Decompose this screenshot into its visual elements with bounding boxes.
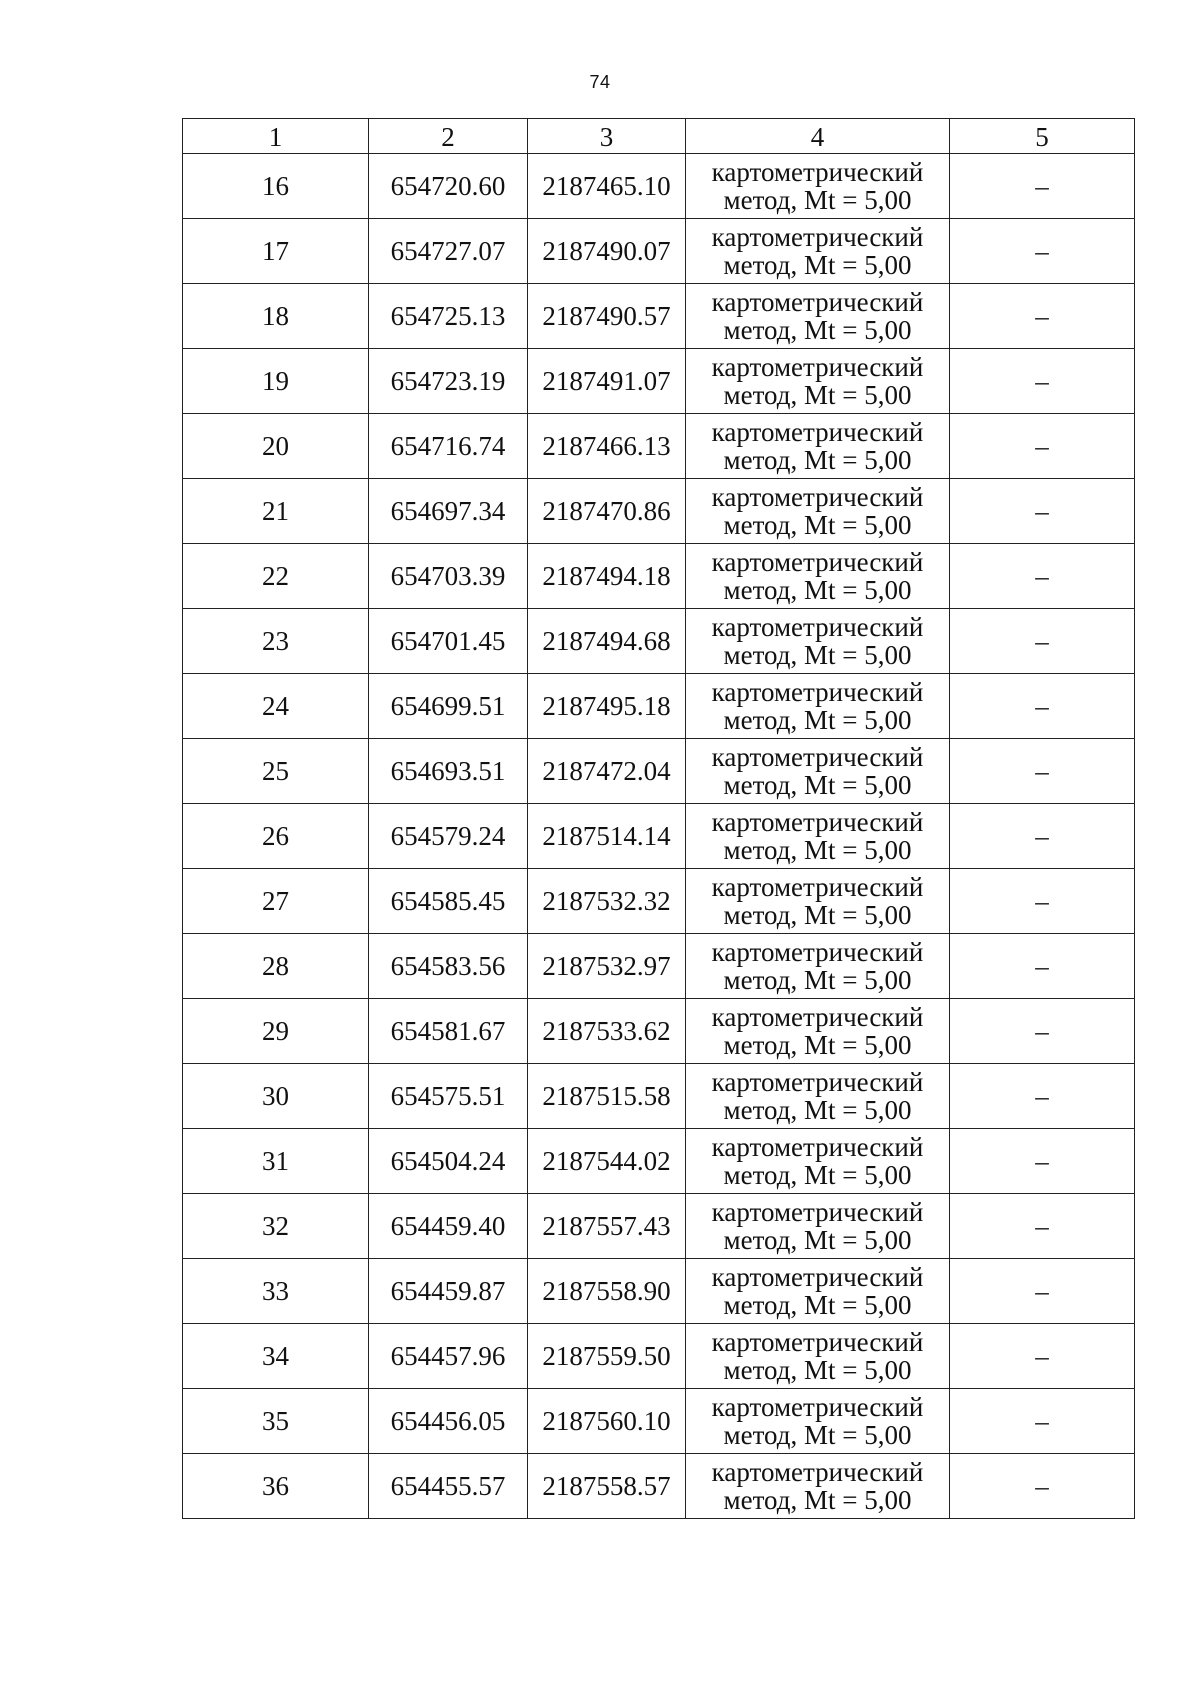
table-row <box>183 414 1135 479</box>
method-cell <box>686 739 950 804</box>
note-cell: – <box>950 219 1135 284</box>
method-line-2: метод, Mt = 5,00 <box>723 1290 912 1320</box>
table-header <box>183 119 1135 154</box>
method-line-2: метод, Mt = 5,00 <box>723 770 912 800</box>
point-number-cell: 18 <box>183 284 369 349</box>
method-line-1: картометрический <box>711 1066 924 1097</box>
table-row <box>183 804 1135 869</box>
y-coordinate-cell: 2187558.90 <box>528 1259 686 1324</box>
point-number-cell: 19 <box>183 349 369 414</box>
y-coordinate-cell: 2187532.97 <box>528 934 686 999</box>
x-coordinate-cell: 654699.51 <box>369 674 528 739</box>
y-coordinate-cell: 2187490.57 <box>528 284 686 349</box>
note-cell: – <box>950 739 1135 804</box>
method-cell <box>686 1259 950 1324</box>
table-row <box>183 1064 1135 1129</box>
y-coordinate-cell: 2187559.50 <box>528 1324 686 1389</box>
y-coordinate-cell: 2187491.07 <box>528 349 686 414</box>
y-coordinate-cell: 2187557.43 <box>528 1194 686 1259</box>
method-cell <box>686 804 950 869</box>
method-line-2: метод, Mt = 5,00 <box>723 185 912 215</box>
x-coordinate-cell: 654579.24 <box>369 804 528 869</box>
header-row <box>183 119 1135 154</box>
method-cell <box>686 869 950 934</box>
y-coordinate-cell: 2187515.58 <box>528 1064 686 1129</box>
method-line-1: картометрический <box>711 1326 924 1357</box>
table-row <box>183 869 1135 934</box>
x-coordinate-cell: 654456.05 <box>369 1389 528 1454</box>
method-line-2: метод, Mt = 5,00 <box>723 835 912 865</box>
point-number-cell: 27 <box>183 869 369 934</box>
method-cell <box>686 154 950 219</box>
method-line-1: картометрический <box>711 286 924 317</box>
method-line-2: метод, Mt = 5,00 <box>723 1225 912 1255</box>
table-row <box>183 1194 1135 1259</box>
note-cell: – <box>950 1259 1135 1324</box>
y-coordinate-cell: 2187514.14 <box>528 804 686 869</box>
note-cell: – <box>950 934 1135 999</box>
method-line-1: картометрический <box>711 546 924 577</box>
point-number-cell: 31 <box>183 1129 369 1194</box>
method-line-1: картометрический <box>711 1131 924 1162</box>
y-coordinate-cell: 2187560.10 <box>528 1389 686 1454</box>
x-coordinate-cell: 654693.51 <box>369 739 528 804</box>
page-number: 74 <box>589 72 611 92</box>
note-cell: – <box>950 349 1135 414</box>
note-cell: – <box>950 1324 1135 1389</box>
method-cell <box>686 934 950 999</box>
point-number-cell: 30 <box>183 1064 369 1129</box>
y-coordinate-cell: 2187472.04 <box>528 739 686 804</box>
method-cell <box>686 1324 950 1389</box>
header-col-2: 2 <box>369 119 528 154</box>
note-cell: – <box>950 609 1135 674</box>
table-row <box>183 1454 1135 1519</box>
x-coordinate-cell: 654723.19 <box>369 349 528 414</box>
method-line-1: картометрический <box>711 156 924 187</box>
header-col-4: 4 <box>686 119 950 154</box>
method-line-2: метод, Mt = 5,00 <box>723 510 912 540</box>
x-coordinate-cell: 654701.45 <box>369 609 528 674</box>
note-cell: – <box>950 1064 1135 1129</box>
note-cell: – <box>950 544 1135 609</box>
y-coordinate-cell: 2187558.57 <box>528 1454 686 1519</box>
method-cell <box>686 674 950 739</box>
method-line-1: картометрический <box>711 871 924 902</box>
method-line-1: картометрический <box>711 481 924 512</box>
note-cell: – <box>950 1454 1135 1519</box>
x-coordinate-cell: 654575.51 <box>369 1064 528 1129</box>
x-coordinate-cell: 654459.40 <box>369 1194 528 1259</box>
x-coordinate-cell: 654581.67 <box>369 999 528 1064</box>
note-cell: – <box>950 1194 1135 1259</box>
y-coordinate-cell: 2187494.68 <box>528 609 686 674</box>
point-number-cell: 20 <box>183 414 369 479</box>
x-coordinate-cell: 654459.87 <box>369 1259 528 1324</box>
method-line-2: метод, Mt = 5,00 <box>723 315 912 345</box>
method-line-2: метод, Mt = 5,00 <box>723 575 912 605</box>
method-line-1: картометрический <box>711 1261 924 1292</box>
point-number-cell: 29 <box>183 999 369 1064</box>
x-coordinate-cell: 654455.57 <box>369 1454 528 1519</box>
method-cell <box>686 999 950 1064</box>
method-cell <box>686 544 950 609</box>
note-cell: – <box>950 1389 1135 1454</box>
y-coordinate-cell: 2187544.02 <box>528 1129 686 1194</box>
header-col-3: 3 <box>528 119 686 154</box>
y-coordinate-cell: 2187533.62 <box>528 999 686 1064</box>
table-row <box>183 934 1135 999</box>
table-row <box>183 219 1135 284</box>
method-cell <box>686 1064 950 1129</box>
x-coordinate-cell: 654504.24 <box>369 1129 528 1194</box>
x-coordinate-cell: 654583.56 <box>369 934 528 999</box>
x-coordinate-cell: 654725.13 <box>369 284 528 349</box>
x-coordinate-cell: 654703.39 <box>369 544 528 609</box>
method-line-1: картометрический <box>711 741 924 772</box>
method-line-1: картометрический <box>711 1001 924 1032</box>
table-row <box>183 739 1135 804</box>
x-coordinate-cell: 654720.60 <box>369 154 528 219</box>
method-line-2: метод, Mt = 5,00 <box>723 1420 912 1450</box>
point-number-cell: 22 <box>183 544 369 609</box>
x-coordinate-cell: 654585.45 <box>369 869 528 934</box>
method-cell <box>686 1129 950 1194</box>
method-line-2: метод, Mt = 5,00 <box>723 640 912 670</box>
method-line-2: метод, Mt = 5,00 <box>723 445 912 475</box>
point-number-cell: 26 <box>183 804 369 869</box>
method-line-2: метод, Mt = 5,00 <box>723 1095 912 1125</box>
method-line-2: метод, Mt = 5,00 <box>723 1030 912 1060</box>
point-number-cell: 23 <box>183 609 369 674</box>
y-coordinate-cell: 2187494.18 <box>528 544 686 609</box>
header-col-1: 1 <box>183 119 369 154</box>
point-number-cell: 35 <box>183 1389 369 1454</box>
table-row <box>183 1129 1135 1194</box>
y-coordinate-cell: 2187465.10 <box>528 154 686 219</box>
point-number-cell: 21 <box>183 479 369 544</box>
table-row <box>183 479 1135 544</box>
method-cell <box>686 284 950 349</box>
point-number-cell: 25 <box>183 739 369 804</box>
table-body <box>183 154 1135 1519</box>
x-coordinate-cell: 654727.07 <box>369 219 528 284</box>
method-line-1: картометрический <box>711 676 924 707</box>
method-line-2: метод, Mt = 5,00 <box>723 900 912 930</box>
method-cell <box>686 1389 950 1454</box>
method-line-2: метод, Mt = 5,00 <box>723 1160 912 1190</box>
point-number-cell: 34 <box>183 1324 369 1389</box>
method-cell <box>686 219 950 284</box>
x-coordinate-cell: 654457.96 <box>369 1324 528 1389</box>
note-cell: – <box>950 284 1135 349</box>
point-number-cell: 28 <box>183 934 369 999</box>
table-row <box>183 1324 1135 1389</box>
method-cell <box>686 1454 950 1519</box>
method-line-1: картометрический <box>711 221 924 252</box>
y-coordinate-cell: 2187490.07 <box>528 219 686 284</box>
method-line-1: картометрический <box>711 1196 924 1227</box>
method-line-2: метод, Mt = 5,00 <box>723 250 912 280</box>
table-row <box>183 154 1135 219</box>
y-coordinate-cell: 2187532.32 <box>528 869 686 934</box>
note-cell: – <box>950 999 1135 1064</box>
point-number-cell: 33 <box>183 1259 369 1324</box>
y-coordinate-cell: 2187470.86 <box>528 479 686 544</box>
point-number-cell: 24 <box>183 674 369 739</box>
table-row <box>183 1259 1135 1324</box>
y-coordinate-cell: 2187466.13 <box>528 414 686 479</box>
method-line-1: картометрический <box>711 1456 924 1487</box>
method-cell <box>686 609 950 674</box>
method-line-1: картометрический <box>711 936 924 967</box>
method-line-2: метод, Mt = 5,00 <box>723 380 912 410</box>
note-cell: – <box>950 1129 1135 1194</box>
table-row <box>183 544 1135 609</box>
x-coordinate-cell: 654697.34 <box>369 479 528 544</box>
table-row <box>183 349 1135 414</box>
table-row <box>183 609 1135 674</box>
note-cell: – <box>950 674 1135 739</box>
note-cell: – <box>950 804 1135 869</box>
method-line-1: картометрический <box>711 806 924 837</box>
table-row <box>183 674 1135 739</box>
method-line-1: картометрический <box>711 351 924 382</box>
method-cell <box>686 1194 950 1259</box>
coordinates-table <box>182 118 1135 1519</box>
y-coordinate-cell: 2187495.18 <box>528 674 686 739</box>
method-line-2: метод, Mt = 5,00 <box>723 1485 912 1515</box>
method-line-1: картометрический <box>711 611 924 642</box>
method-line-2: метод, Mt = 5,00 <box>723 965 912 995</box>
table-row <box>183 999 1135 1064</box>
point-number-cell: 17 <box>183 219 369 284</box>
note-cell: – <box>950 154 1135 219</box>
x-coordinate-cell: 654716.74 <box>369 414 528 479</box>
note-cell: – <box>950 869 1135 934</box>
method-line-2: метод, Mt = 5,00 <box>723 1355 912 1385</box>
point-number-cell: 16 <box>183 154 369 219</box>
method-cell <box>686 479 950 544</box>
note-cell: – <box>950 479 1135 544</box>
method-line-1: картометрический <box>711 416 924 447</box>
method-cell <box>686 414 950 479</box>
point-number-cell: 36 <box>183 1454 369 1519</box>
point-number-cell: 32 <box>183 1194 369 1259</box>
note-cell: – <box>950 414 1135 479</box>
header-col-5: 5 <box>950 119 1135 154</box>
table-row <box>183 284 1135 349</box>
method-cell <box>686 349 950 414</box>
method-line-2: метод, Mt = 5,00 <box>723 705 912 735</box>
table-row <box>183 1389 1135 1454</box>
method-line-1: картометрический <box>711 1391 924 1422</box>
